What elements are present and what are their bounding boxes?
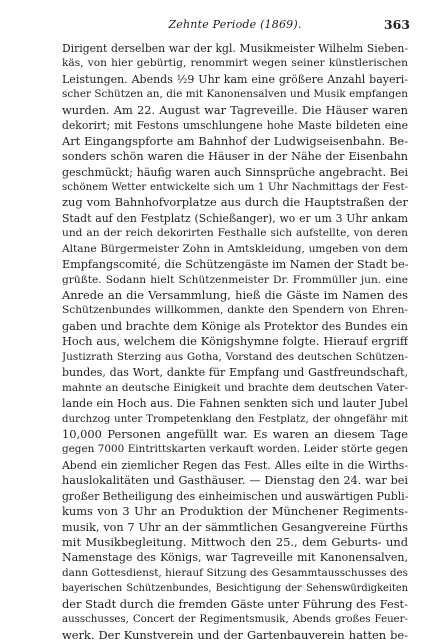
text-line: großer Betheiligung des einheimischen und auswärtigen Publi-: [62, 489, 408, 503]
text-line: bundes, das Wort, dankte für Empfang und Gastfreundschaft,: [62, 366, 408, 380]
text-line: hauslokalitäten und Gasthäuser. — Dienstag den 24. war bei: [62, 474, 408, 488]
text-line: kums von 3 Uhr an Produktion der Münchener Regiments-: [62, 504, 408, 519]
text-line: mahnte an deutsche Einigkeit und brachte dem deutschen Vater-: [62, 381, 408, 394]
text-line: Schützenbundes willkommen, dankte den Spendern von Ehren-: [62, 304, 408, 317]
text-line: zug vom Bahnhofvorplatze aus durch die Hauptstraßen der: [62, 195, 408, 210]
text-line: Anrede an die Versammlung, hieß die Gäste im Namen des: [62, 288, 408, 302]
text-line: dekorirt; mit Festons umschlungene hohe Maste bildeten eine: [62, 119, 408, 133]
text-line: Stadt auf den Festplatz (Schießanger), wo er um 3 Uhr ankam: [62, 211, 408, 225]
text-line: gegen 7000 Eintrittskarten verkauft worden. Leider störte gegen: [62, 443, 408, 456]
text-line: dann Gottesdienst, hierauf Sitzung des Gesammtausschusses des: [62, 566, 408, 579]
text-line: Leistungen. Abends ½9 Uhr kam eine größere Anzahl bayeri-: [62, 72, 408, 86]
text-line: Empfangscomité, die Schützengäste im Namen der Stadt be-: [62, 258, 408, 272]
text-line: ausschusses, Concert der Regimentsmusik, Abends großes Feuer-: [62, 614, 408, 626]
text-line: Altane Bürgermeister Zohn in Amtskleidung, umgeben von dem: [62, 242, 408, 255]
text-line: bayerischen Schützenbundes, Besichtigung der Sehenswürdigkeiten: [62, 583, 408, 595]
text-line: schönem Wetter entwickelte sich um 1 Uhr Nachmittags der Fest-: [62, 181, 408, 193]
text-line: Hoch aus, welchem die Königshymne folgte. Hierauf ergriff: [62, 334, 408, 349]
text-line: lande ein Hoch aus. Die Fahnen senkten sich und lauter Jubel: [62, 397, 408, 411]
text-line: 10,000 Personen angefüllt war. Es waren an diesem Tage: [62, 426, 408, 441]
text-line: musik, von 7 Uhr an der sämmtlichen Gesangvereine Fürths: [62, 520, 408, 534]
text-line: mit Musikbegleitung. Mittwoch den 25., dem Geburts- und: [62, 535, 408, 549]
text-line: Namenstage des Königs, war Tagreveille mit Kanonensalven,: [62, 551, 408, 565]
text-line: sonders schön waren die Häuser in der Nähe der Eisenbahn: [62, 150, 408, 164]
text-line: geschmückt; häufig waren auch Sinnsprüche angebracht. Bei: [62, 165, 408, 179]
text-line: wurden. Am 22. August war Tagreveille. Die Häuser waren: [62, 102, 408, 117]
text-line: scher Schützen an, die mit Kanonensalven und Musik empfangen: [62, 88, 408, 101]
text-line: werk. Der Kunstverein und der Gartenbauverein hatten be-: [62, 627, 408, 642]
text-line: Dirigent derselben war der kgl. Musikmeister Wilhelm Sieben-: [62, 42, 408, 55]
body-text: [62, 41, 408, 643]
text-line: und an der reich dekorirten Festhalle sich aufstellte, von deren: [62, 227, 408, 240]
running-title: Zehnte Periode (1869).: [168, 18, 302, 31]
page-number: 363: [383, 17, 410, 32]
text-line: gaben und brachte dem Könige als Protektor des Bundes ein: [62, 319, 408, 333]
running-head: [60, 16, 410, 34]
text-line: Abend ein ziemlicher Regen das Fest. Alles eilte in die Wirths-: [62, 458, 408, 472]
text-line: durchzog unter Trompetenklang den Festplatz, der ohngefähr mit: [62, 413, 408, 425]
text-line: Justizrath Sterzing aus Gotha, Vorstand des deutschen Schützen-: [62, 350, 408, 363]
text-line: grüßte. Sodann hielt Schützenmeister Dr. Frommüller jun. eine: [62, 273, 408, 286]
text-line: käs, von hier gebürtig, renommirt wegen seiner künstlerischen: [62, 57, 408, 70]
text-line: der Stadt durch die fremden Gäste unter Führung des Fest-: [62, 596, 408, 611]
text-line: Art Eingangspforte am Bahnhof der Ludwigseisenbahn. Be-: [62, 133, 408, 148]
